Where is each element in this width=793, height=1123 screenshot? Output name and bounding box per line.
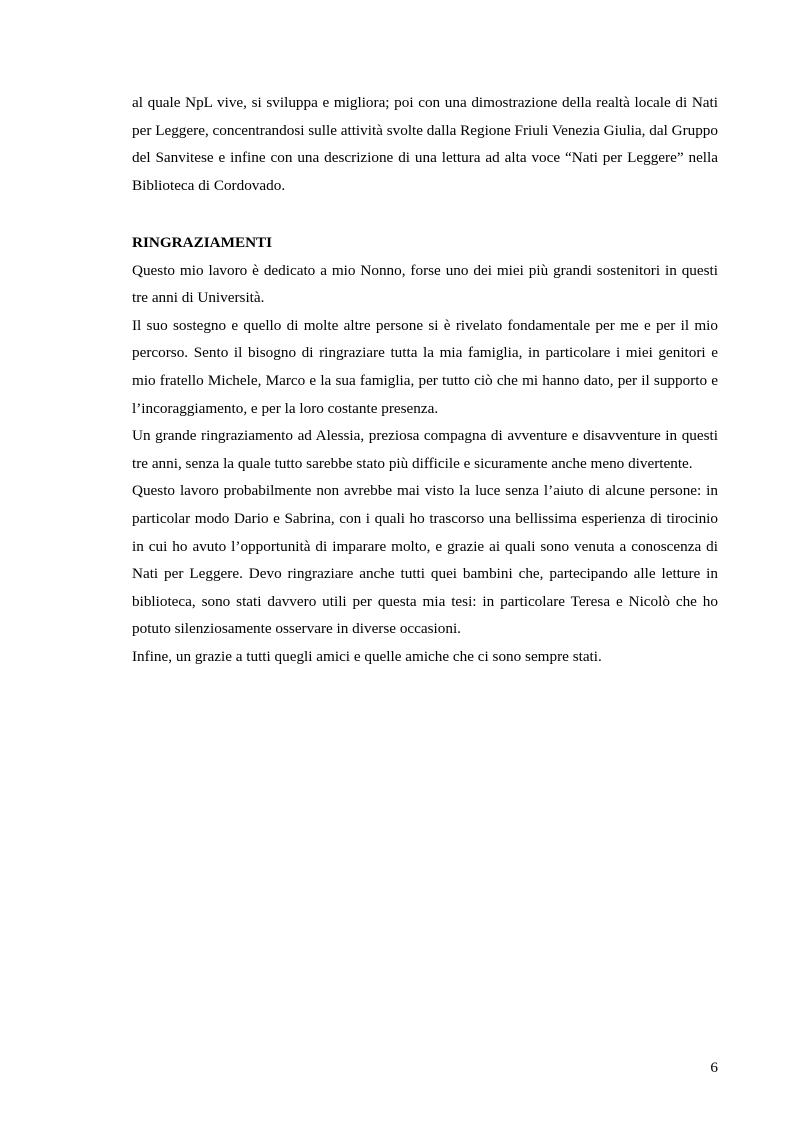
ack-paragraph-internship: Questo lavoro probabilmente non avrebbe mai visto la luce senza l’aiuto di alcune persone: in particolar modo Dario e Sabrina, con i quali ho trascorso una bellissima esperienza di tirocinio in cui ho avuto l’opportunità di imparare molto, e grazie ai quali sono venuta a conoscenza di Nati per Leggere. Devo ringraziare anche tutti quei bambini che, partecipando alle letture in biblioteca, sono stati davvero utili per questa mia tesi: in particolare Teresa e Nicolò che ho potuto silenziosamente osservare in diverse occasioni. xyxy=(132,482,718,638)
page-number: 6 xyxy=(710,1059,718,1076)
ack-paragraph-family: Il suo sostegno e quello di molte altre persone si è rivelato fondamentale per me e per il mio percorso. Sento il bisogno di ringraziare tutta la mia famiglia, in particolare i miei genitori e mio fratello Michele, Marco e la sua famiglia, per tutto ciò che mi hanno dato, per il supporto e l’incoraggiamento, e per la loro costante presenza. xyxy=(132,316,718,417)
ack-paragraph-alessia: Un grande ringraziamento ad Alessia, preziosa compagna di avventure e disavventure in questi tre anni, senza la quale tutto sarebbe stato più difficile e sicuramente anche meno divertente. xyxy=(132,427,718,472)
ack-paragraph-dedication: Questo mio lavoro è dedicato a mio Nonno, forse uno dei miei più grandi sostenitori in questi tre anni di Università. xyxy=(132,261,718,307)
acknowledgements-section xyxy=(132,229,718,671)
section-heading: RINGRAZIAMENTI xyxy=(132,234,273,251)
intro-section xyxy=(132,89,718,199)
ack-paragraph-friends: Infine, un grazie a tutti quegli amici e quelle amiche che ci sono sempre stati. xyxy=(132,647,602,665)
intro-paragraph: al quale NpL vive, si sviluppa e migliora; poi con una dimostrazione della realtà locale di Nati per Leggere, concentrandosi sulle attività svolte dalla Regione Friuli Venezia Giulia, dal Gruppo del Sanvitese e infine con una descrizione di una lettura ad alta voce “Nati per Leggere” nella Biblioteca di Cordovado. xyxy=(132,94,718,194)
